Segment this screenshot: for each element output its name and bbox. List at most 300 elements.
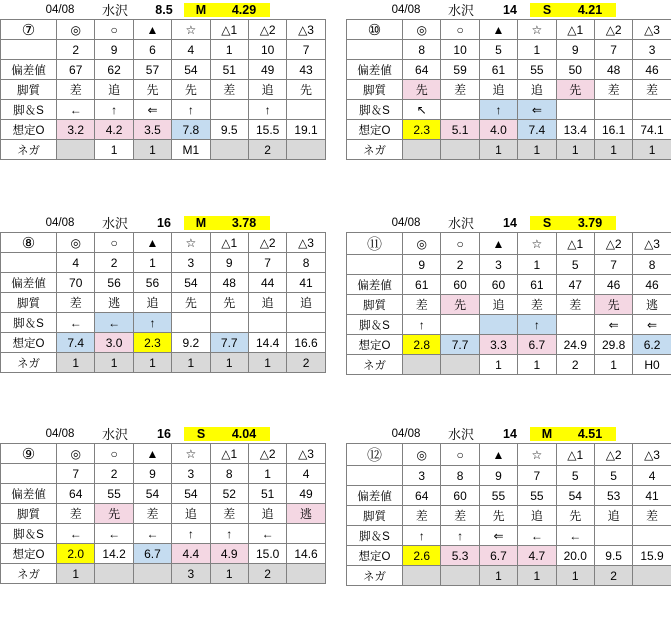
race-date: 04/08: [45, 427, 75, 440]
cell-style-4: 差: [556, 295, 594, 315]
cell-count-2: 5: [479, 40, 517, 60]
race-index: ⑨: [1, 444, 57, 464]
race-header: [380, 424, 671, 443]
table-row: [1, 60, 326, 80]
cell-legs-6: [287, 313, 325, 333]
cell-deviation-4: 54: [556, 486, 594, 506]
cell-deviation-3: 54: [172, 484, 210, 504]
cell-nega-3: 1: [172, 353, 210, 373]
cell-assumed-0: 3.2: [57, 120, 95, 140]
table-row: [347, 40, 671, 60]
mark-header-3: ☆: [518, 20, 556, 40]
cell-deviation-4: 51: [210, 60, 248, 80]
table-row: [347, 120, 671, 140]
race-distance: 14: [503, 215, 517, 230]
cell-legs-1: ↑: [441, 526, 479, 546]
cell-assumed-1: 5.3: [441, 546, 479, 566]
table-row: [1, 140, 326, 160]
cell-count-6: 8: [633, 255, 671, 275]
cell-deviation-5: 46: [594, 275, 632, 295]
table-row: [347, 355, 671, 375]
cell-deviation-5: 51: [248, 484, 286, 504]
cell-count-0: 8: [403, 40, 441, 60]
row-label-deviation: 偏差値: [1, 484, 57, 504]
mark-header-1: ○: [95, 233, 133, 253]
cell-style-5: 追: [248, 293, 286, 313]
race-grade-badge: M: [184, 3, 218, 17]
table-row: [347, 526, 671, 546]
cell-style-2: 追: [479, 295, 517, 315]
cell-style-5: 追: [248, 504, 286, 524]
table-row: [1, 333, 326, 353]
cell-count-5: 1: [248, 464, 286, 484]
table-row: [347, 255, 671, 275]
cell-nega-0: 1: [57, 564, 95, 584]
cell-nega-1: [441, 566, 479, 586]
cell-count-1: 2: [95, 253, 133, 273]
cell-style-5: 追: [594, 506, 632, 526]
cell-count-6: 7: [287, 40, 325, 60]
cell-legs-1: ←: [95, 313, 133, 333]
cell-legs-5: [594, 526, 632, 546]
cell-assumed-3: 7.4: [518, 120, 556, 140]
race-time-badge: 4.51: [564, 427, 616, 441]
cell-style-3: 先: [172, 293, 210, 313]
race-table: [346, 443, 671, 586]
cell-nega-1: [441, 140, 479, 160]
race-block: [346, 213, 671, 375]
cell-legs-2: ↑: [479, 100, 517, 120]
cell-assumed-1: 3.0: [95, 333, 133, 353]
cell-deviation-5: 53: [594, 486, 632, 506]
cell-legs-5: ⇐: [594, 315, 632, 335]
cell-style-5: 差: [594, 80, 632, 100]
cell-nega-0: [403, 140, 441, 160]
cell-count-1: 9: [95, 40, 133, 60]
cell-count-1: 10: [441, 40, 479, 60]
race-table: [0, 232, 326, 373]
cell-legs-4: [210, 313, 248, 333]
cell-style-1: 差: [441, 80, 479, 100]
table-row: [1, 273, 326, 293]
race-grade-badge: S: [184, 427, 218, 441]
table-row: [347, 566, 671, 586]
mark-header-6: △3: [287, 444, 325, 464]
race-header: [34, 424, 325, 443]
cell-legs-3: [172, 313, 210, 333]
race-index: ⑪: [347, 233, 403, 255]
cell-assumed-4: 24.9: [556, 335, 594, 355]
race-index: ⑩: [347, 20, 403, 40]
table-row: [347, 295, 671, 315]
cell-deviation-0: 70: [57, 273, 95, 293]
cell-legs-3: ←: [518, 526, 556, 546]
row-label-assumed: 想定O: [347, 120, 403, 140]
row-label-nega: ネガ: [347, 140, 403, 160]
mark-header-0: ◎: [57, 20, 95, 40]
cell-count-4: 9: [210, 253, 248, 273]
mark-header-6: △3: [287, 20, 325, 40]
cell-nega-5: 2: [248, 564, 286, 584]
cell-deviation-1: 56: [95, 273, 133, 293]
cell-assumed-6: 15.9: [633, 546, 671, 566]
cell-legs-3: ↑: [172, 524, 210, 544]
cell-style-6: 追: [287, 293, 325, 313]
mark-header-1: ○: [441, 20, 479, 40]
race-index: ⑫: [347, 444, 403, 466]
race-date: 04/08: [391, 3, 421, 16]
cell-style-4: 先: [210, 293, 248, 313]
cell-count-0: 3: [403, 466, 441, 486]
race-header: [380, 0, 671, 19]
cell-deviation-2: 55: [479, 486, 517, 506]
row-label-legs: 脚＆S: [1, 313, 57, 333]
cell-count-2: 9: [133, 464, 171, 484]
mark-header-5: △2: [248, 20, 286, 40]
cell-assumed-6: 74.1: [633, 120, 671, 140]
cell-count-2: 1: [133, 253, 171, 273]
cell-legs-6: [287, 524, 325, 544]
table-row: [347, 546, 671, 566]
mark-header-2: ▲: [479, 444, 517, 466]
cell-legs-4: [556, 315, 594, 335]
cell-nega-5: 1: [594, 355, 632, 375]
table-row: [1, 293, 326, 313]
race-distance: 16: [157, 215, 171, 230]
mark-header-4: △1: [556, 444, 594, 466]
mark-header-2: ▲: [479, 20, 517, 40]
cell-style-3: 差: [518, 295, 556, 315]
cell-nega-3: 1: [518, 355, 556, 375]
table-row: [347, 80, 671, 100]
mark-header-0: ◎: [403, 444, 441, 466]
table-row: [1, 464, 326, 484]
mark-header-2: ▲: [133, 233, 171, 253]
mark-header-2: ▲: [479, 233, 517, 255]
cell-nega-5: 1: [248, 353, 286, 373]
cell-nega-2: 1: [479, 355, 517, 375]
cell-style-4: 先: [556, 80, 594, 100]
cell-nega-5: 1: [594, 140, 632, 160]
cell-legs-0: ↑: [403, 526, 441, 546]
cell-style-0: 差: [403, 506, 441, 526]
cell-nega-3: 1: [518, 140, 556, 160]
cell-nega-0: [57, 140, 95, 160]
row-label-nega: ネガ: [347, 566, 403, 586]
cell-count-6: 4: [633, 466, 671, 486]
mark-header-3: ☆: [518, 444, 556, 466]
table-row: [1, 504, 326, 524]
row-label-count: [347, 466, 403, 486]
mark-header-5: △2: [248, 233, 286, 253]
cell-assumed-3: 6.7: [518, 335, 556, 355]
cell-assumed-5: 14.4: [248, 333, 286, 353]
mark-header-6: △3: [633, 233, 671, 255]
cell-count-5: 7: [594, 40, 632, 60]
cell-legs-4: [210, 100, 248, 120]
mark-header-4: △1: [210, 20, 248, 40]
race-distance: 14: [503, 426, 517, 441]
cell-count-4: 5: [556, 466, 594, 486]
cell-assumed-1: 14.2: [95, 544, 133, 564]
cell-assumed-4: 7.7: [210, 333, 248, 353]
cell-deviation-4: 47: [556, 275, 594, 295]
cell-nega-1: 1: [95, 140, 133, 160]
race-block: [346, 0, 671, 160]
cell-legs-4: [556, 100, 594, 120]
cell-style-1: 追: [95, 80, 133, 100]
table-row: [347, 100, 671, 120]
race-block: [346, 424, 671, 586]
cell-nega-3: M1: [172, 140, 210, 160]
table-row-marks: [347, 233, 671, 255]
cell-assumed-4: 20.0: [556, 546, 594, 566]
cell-count-1: 2: [95, 464, 133, 484]
race-block: [0, 213, 325, 373]
table-row: [347, 140, 671, 160]
race-date: 04/08: [391, 216, 421, 229]
cell-style-3: 追: [172, 504, 210, 524]
cell-style-4: 差: [210, 80, 248, 100]
cell-style-4: 先: [556, 506, 594, 526]
cell-deviation-5: 44: [248, 273, 286, 293]
cell-legs-6: ⇐: [633, 315, 671, 335]
cell-style-4: 差: [210, 504, 248, 524]
cell-style-5: 追: [248, 80, 286, 100]
cell-deviation-3: 61: [518, 275, 556, 295]
mark-header-6: △3: [633, 444, 671, 466]
cell-deviation-5: 49: [248, 60, 286, 80]
row-label-nega: ネガ: [347, 355, 403, 375]
row-label-style: 脚質: [347, 506, 403, 526]
cell-style-0: 先: [403, 80, 441, 100]
cell-nega-2: [133, 564, 171, 584]
cell-nega-2: 1: [133, 353, 171, 373]
cell-legs-6: [287, 100, 325, 120]
cell-deviation-4: 50: [556, 60, 594, 80]
cell-deviation-0: 64: [403, 486, 441, 506]
row-label-legs: 脚＆S: [1, 524, 57, 544]
race-time-badge: 4.29: [218, 3, 270, 17]
cell-assumed-5: 15.5: [248, 120, 286, 140]
cell-style-6: 逃: [633, 295, 671, 315]
cell-legs-2: ←: [133, 524, 171, 544]
cell-count-4: 9: [556, 40, 594, 60]
cell-style-1: 先: [441, 295, 479, 315]
cell-assumed-6: 6.2: [633, 335, 671, 355]
cell-nega-2: 1: [133, 140, 171, 160]
cell-legs-0: ←: [57, 524, 95, 544]
cell-assumed-3: 9.2: [172, 333, 210, 353]
cell-assumed-4: 4.9: [210, 544, 248, 564]
cell-assumed-3: 4.7: [518, 546, 556, 566]
cell-assumed-3: 7.8: [172, 120, 210, 140]
mark-header-2: ▲: [133, 444, 171, 464]
race-block: [0, 424, 325, 584]
cell-count-2: 9: [479, 466, 517, 486]
race-table: [346, 232, 671, 375]
cell-assumed-2: 6.7: [479, 546, 517, 566]
mark-header-4: △1: [556, 20, 594, 40]
cell-legs-0: ←: [57, 100, 95, 120]
cell-style-6: 逃: [287, 504, 325, 524]
cell-nega-0: 1: [57, 353, 95, 373]
cell-assumed-6: 14.6: [287, 544, 325, 564]
cell-legs-0: ↖: [403, 100, 441, 120]
cell-legs-4: ↑: [210, 524, 248, 544]
mark-header-1: ○: [95, 20, 133, 40]
mark-header-0: ◎: [403, 233, 441, 255]
cell-nega-4: 1: [556, 140, 594, 160]
mark-header-0: ◎: [57, 444, 95, 464]
race-table: [0, 19, 326, 160]
cell-count-3: 3: [172, 253, 210, 273]
cell-style-0: 差: [403, 295, 441, 315]
cell-style-2: 追: [133, 293, 171, 313]
race-venue: 水沢: [101, 216, 128, 231]
cell-deviation-0: 64: [57, 484, 95, 504]
cell-style-6: 先: [287, 80, 325, 100]
mark-header-1: ○: [441, 233, 479, 255]
race-date: 04/08: [391, 427, 421, 440]
cell-assumed-3: 4.4: [172, 544, 210, 564]
row-label-assumed: 想定O: [347, 335, 403, 355]
cell-deviation-6: 46: [633, 275, 671, 295]
cell-count-0: 4: [57, 253, 95, 273]
mark-header-5: △2: [594, 233, 632, 255]
cell-deviation-2: 56: [133, 273, 171, 293]
cell-assumed-2: 3.5: [133, 120, 171, 140]
cell-legs-3: ↑: [518, 315, 556, 335]
cell-nega-0: [403, 355, 441, 375]
mark-header-3: ☆: [172, 20, 210, 40]
cell-assumed-1: 4.2: [95, 120, 133, 140]
cell-nega-2: 1: [479, 140, 517, 160]
cell-legs-0: ↑: [403, 315, 441, 335]
cell-deviation-1: 55: [95, 484, 133, 504]
cell-nega-6: 1: [633, 140, 671, 160]
table-row: [1, 524, 326, 544]
race-header: [34, 0, 325, 19]
cell-legs-2: [479, 315, 517, 335]
mark-header-5: △2: [594, 20, 632, 40]
cell-legs-3: ⇐: [518, 100, 556, 120]
cell-deviation-1: 59: [441, 60, 479, 80]
mark-header-6: △3: [287, 233, 325, 253]
cell-nega-4: 2: [556, 355, 594, 375]
cell-legs-1: ←: [95, 524, 133, 544]
table-row: [347, 506, 671, 526]
cell-style-3: 追: [518, 80, 556, 100]
cell-style-6: 差: [633, 506, 671, 526]
cell-style-0: 差: [57, 504, 95, 524]
race-index: ⑧: [1, 233, 57, 253]
cell-count-0: 9: [403, 255, 441, 275]
table-row: [1, 544, 326, 564]
cell-nega-6: [287, 140, 325, 160]
cell-nega-4: 1: [210, 564, 248, 584]
cell-count-4: 8: [210, 464, 248, 484]
cell-count-4: 5: [556, 255, 594, 275]
cell-deviation-6: 46: [633, 60, 671, 80]
row-label-count: [347, 40, 403, 60]
table-row: [347, 335, 671, 355]
cell-legs-5: [248, 313, 286, 333]
table-row-marks: [347, 20, 671, 40]
row-label-count: [1, 40, 57, 60]
cell-deviation-0: 64: [403, 60, 441, 80]
cell-deviation-0: 67: [57, 60, 95, 80]
cell-deviation-2: 57: [133, 60, 171, 80]
cell-assumed-2: 2.3: [133, 333, 171, 353]
mark-header-5: △2: [594, 444, 632, 466]
cell-count-0: 2: [57, 40, 95, 60]
cell-legs-6: [633, 526, 671, 546]
cell-count-5: 10: [248, 40, 286, 60]
cell-count-6: 3: [633, 40, 671, 60]
cell-style-6: 差: [633, 80, 671, 100]
cell-nega-1: [441, 355, 479, 375]
cell-legs-1: [441, 315, 479, 335]
cell-count-5: 5: [594, 466, 632, 486]
race-date: 04/08: [45, 216, 75, 229]
mark-header-0: ◎: [403, 20, 441, 40]
cell-nega-1: 1: [95, 353, 133, 373]
cell-legs-2: ⇐: [133, 100, 171, 120]
cell-count-2: 3: [479, 255, 517, 275]
race-table: [346, 19, 671, 160]
table-row-marks: [1, 444, 326, 464]
cell-assumed-5: 16.1: [594, 120, 632, 140]
table-row: [347, 466, 671, 486]
cell-style-3: 追: [518, 506, 556, 526]
cell-legs-1: ↑: [95, 100, 133, 120]
row-label-count: [1, 464, 57, 484]
cell-assumed-2: 4.0: [479, 120, 517, 140]
race-header: [380, 213, 671, 232]
race-time-badge: 4.21: [564, 3, 616, 17]
table-row-marks: [1, 233, 326, 253]
cell-deviation-2: 54: [133, 484, 171, 504]
row-label-assumed: 想定O: [1, 544, 57, 564]
row-label-nega: ネガ: [1, 353, 57, 373]
race-distance: 16: [157, 426, 171, 441]
race-block: [0, 0, 325, 160]
table-row-marks: [1, 20, 326, 40]
mark-header-5: △2: [248, 444, 286, 464]
cell-deviation-6: 49: [287, 484, 325, 504]
cell-count-6: 8: [287, 253, 325, 273]
cell-assumed-4: 13.4: [556, 120, 594, 140]
row-label-deviation: 偏差値: [1, 273, 57, 293]
mark-header-4: △1: [556, 233, 594, 255]
cell-nega-4: 1: [556, 566, 594, 586]
table-row-marks: [347, 444, 671, 466]
table-row: [347, 486, 671, 506]
race-time-badge: 3.78: [218, 216, 270, 230]
cell-count-3: 7: [518, 466, 556, 486]
cell-deviation-5: 48: [594, 60, 632, 80]
row-label-deviation: 偏差値: [1, 60, 57, 80]
cell-nega-5: 2: [594, 566, 632, 586]
cell-assumed-2: 3.3: [479, 335, 517, 355]
cell-style-2: 追: [479, 80, 517, 100]
row-label-legs: 脚＆S: [347, 100, 403, 120]
cell-style-0: 差: [57, 80, 95, 100]
row-label-legs: 脚＆S: [1, 100, 57, 120]
cell-assumed-5: 29.8: [594, 335, 632, 355]
cell-nega-6: [633, 566, 671, 586]
